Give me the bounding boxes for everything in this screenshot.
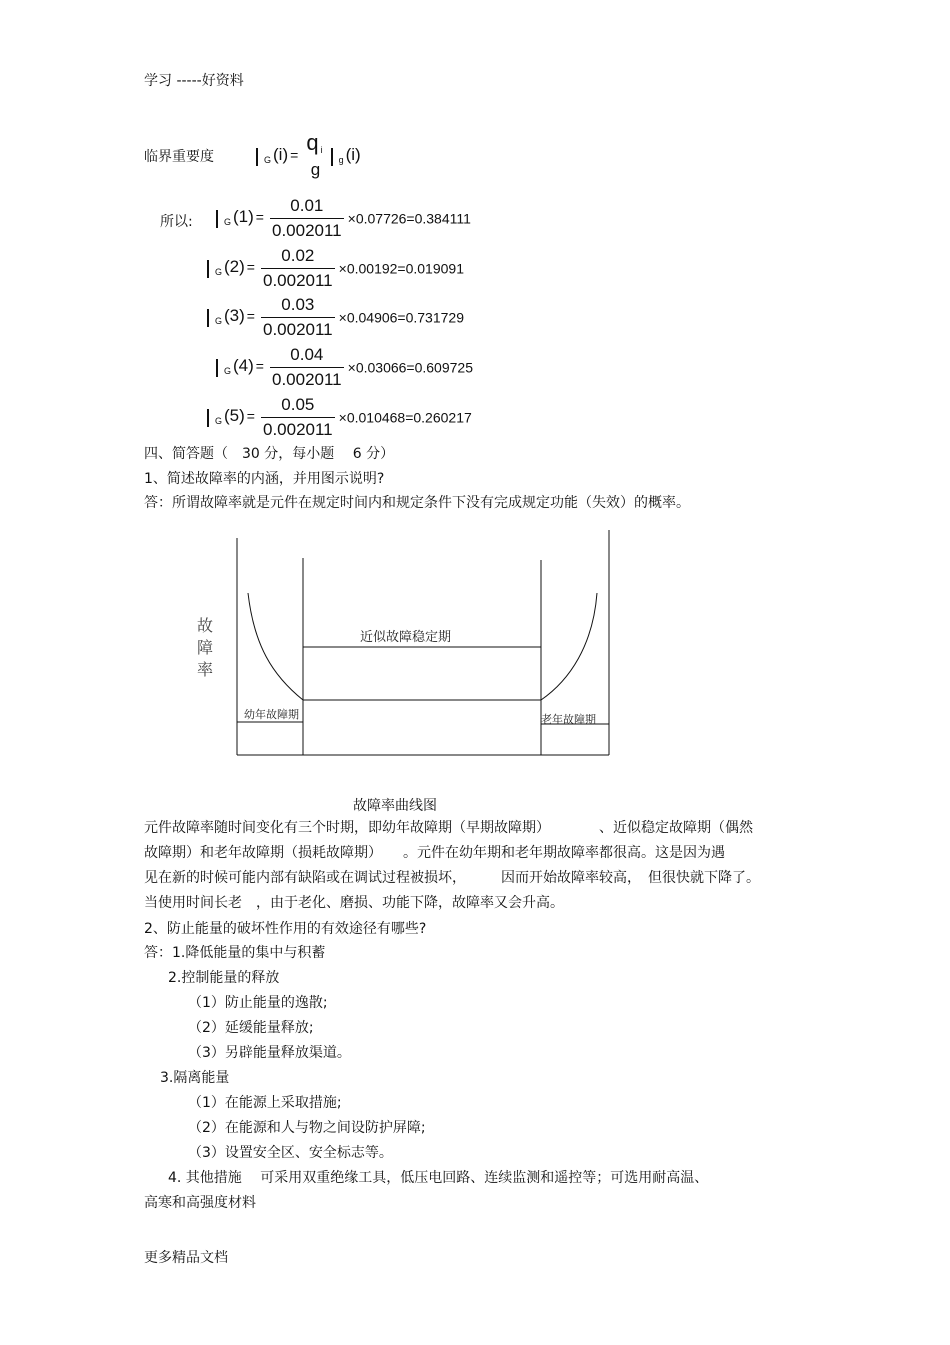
infant-period-label: 幼年故障期: [244, 708, 299, 721]
question-1: 1、简述故障率的内涵，并用图示说明?: [144, 471, 385, 487]
critical-importance-label: 临界重要度: [144, 149, 214, 165]
answer-2-line: 高寒和高强度材料: [144, 1195, 256, 1211]
question-2: 2、防止能量的破坏性作用的有效途径有哪些?: [144, 921, 427, 937]
old-period-label: 老年故障期: [541, 713, 596, 726]
result-formula-5: $_G$ (5) = $\frac{0.05}{0.002011}$ ×0.010468=0.260217: [207, 395, 472, 440]
answer-2-line: 3.隔离能量: [160, 1070, 230, 1086]
explanation-line: 当使用时间长老 ，由于老化、磨损、功能下降，故障率又会升高。: [144, 895, 564, 911]
diagram-caption: 故障率曲线图: [353, 798, 437, 814]
answer-2-line: （2）在能源和人与物之间设防护屏障;: [188, 1120, 426, 1136]
explanation-line: 故障期）和老年故障期（损耗故障期） 。元件在幼年期和老年期故障率都很高。这是因为遇: [144, 845, 725, 861]
y-axis-label-char: 率: [197, 660, 214, 679]
explanation-line: 元件故障率随时间变化有三个时期，即幼年故障期（早期故障期） 、近似稳定故障期（偶然: [144, 820, 753, 836]
result-formula-4: $_G$ (4) = $\frac{0.04}{0.002011}$ ×0.03066=0.609725: [216, 345, 473, 390]
wearout-failure-curve: [541, 593, 597, 700]
answer-2-line: （1）防止能量的逸散;: [188, 995, 328, 1011]
so-label: 所以:: [160, 214, 193, 230]
page-footer: 更多精品文档: [144, 1250, 228, 1266]
result-formula-1: $_G$ (1) = $\frac{0.01}{0.002011}$ ×0.07726=0.384111: [216, 196, 471, 241]
answer-1: 答：所谓故障率就是元件在规定时间内和规定条件下没有完成规定功能（失效）的概率。: [144, 495, 690, 511]
y-axis-label-char: 障: [197, 638, 214, 657]
answer-2-line: （3）另辟能量释放渠道。: [188, 1045, 351, 1061]
critical-importance-formula: $_G$ (i) = q $_i$ g $_g$ (i): [256, 133, 361, 180]
answer-2-line: （3）设置安全区、安全标志等。: [188, 1145, 393, 1161]
answer-2-line: （1）在能源上采取措施;: [188, 1095, 342, 1111]
def-fraction: q $_i$ g: [306, 130, 323, 179]
answer-2-line: 答：1.降低能量的集中与积蓄: [144, 945, 326, 961]
explanation-line: 见在新的时候可能内部有缺陷或在调试过程被损坏， 因而开始故障率较高， 但很快就下降了。: [144, 870, 760, 886]
importance-symbol: [256, 148, 258, 166]
importance-symbol: [331, 148, 333, 166]
section-heading: 四、简答题（ 30 分，每小题 6 分）: [144, 446, 395, 462]
y-axis-label-char: 故: [197, 616, 214, 635]
answer-2-line: 2.控制能量的释放: [168, 970, 280, 986]
answer-2-line: （2）延缓能量释放;: [188, 1020, 314, 1036]
stable-period-label: 近似故障稳定期: [360, 630, 452, 645]
failure-rate-curve-diagram: [190, 525, 620, 765]
answer-2-line: 4. 其他措施 可采用双重绝缘工具，低压电回路、连续监测和遥控等；可选用耐高温、: [168, 1170, 709, 1186]
result-formula-2: $_G$ (2) = $\frac{0.02}{0.002011}$ ×0.00192=0.019091: [207, 246, 464, 291]
result-formula-3: $_G$ (3) = $\frac{0.03}{0.002011}$ ×0.04906=0.731729: [207, 295, 464, 340]
page-header: 学习 -----好资料: [144, 73, 244, 89]
infant-failure-curve: [248, 593, 303, 700]
